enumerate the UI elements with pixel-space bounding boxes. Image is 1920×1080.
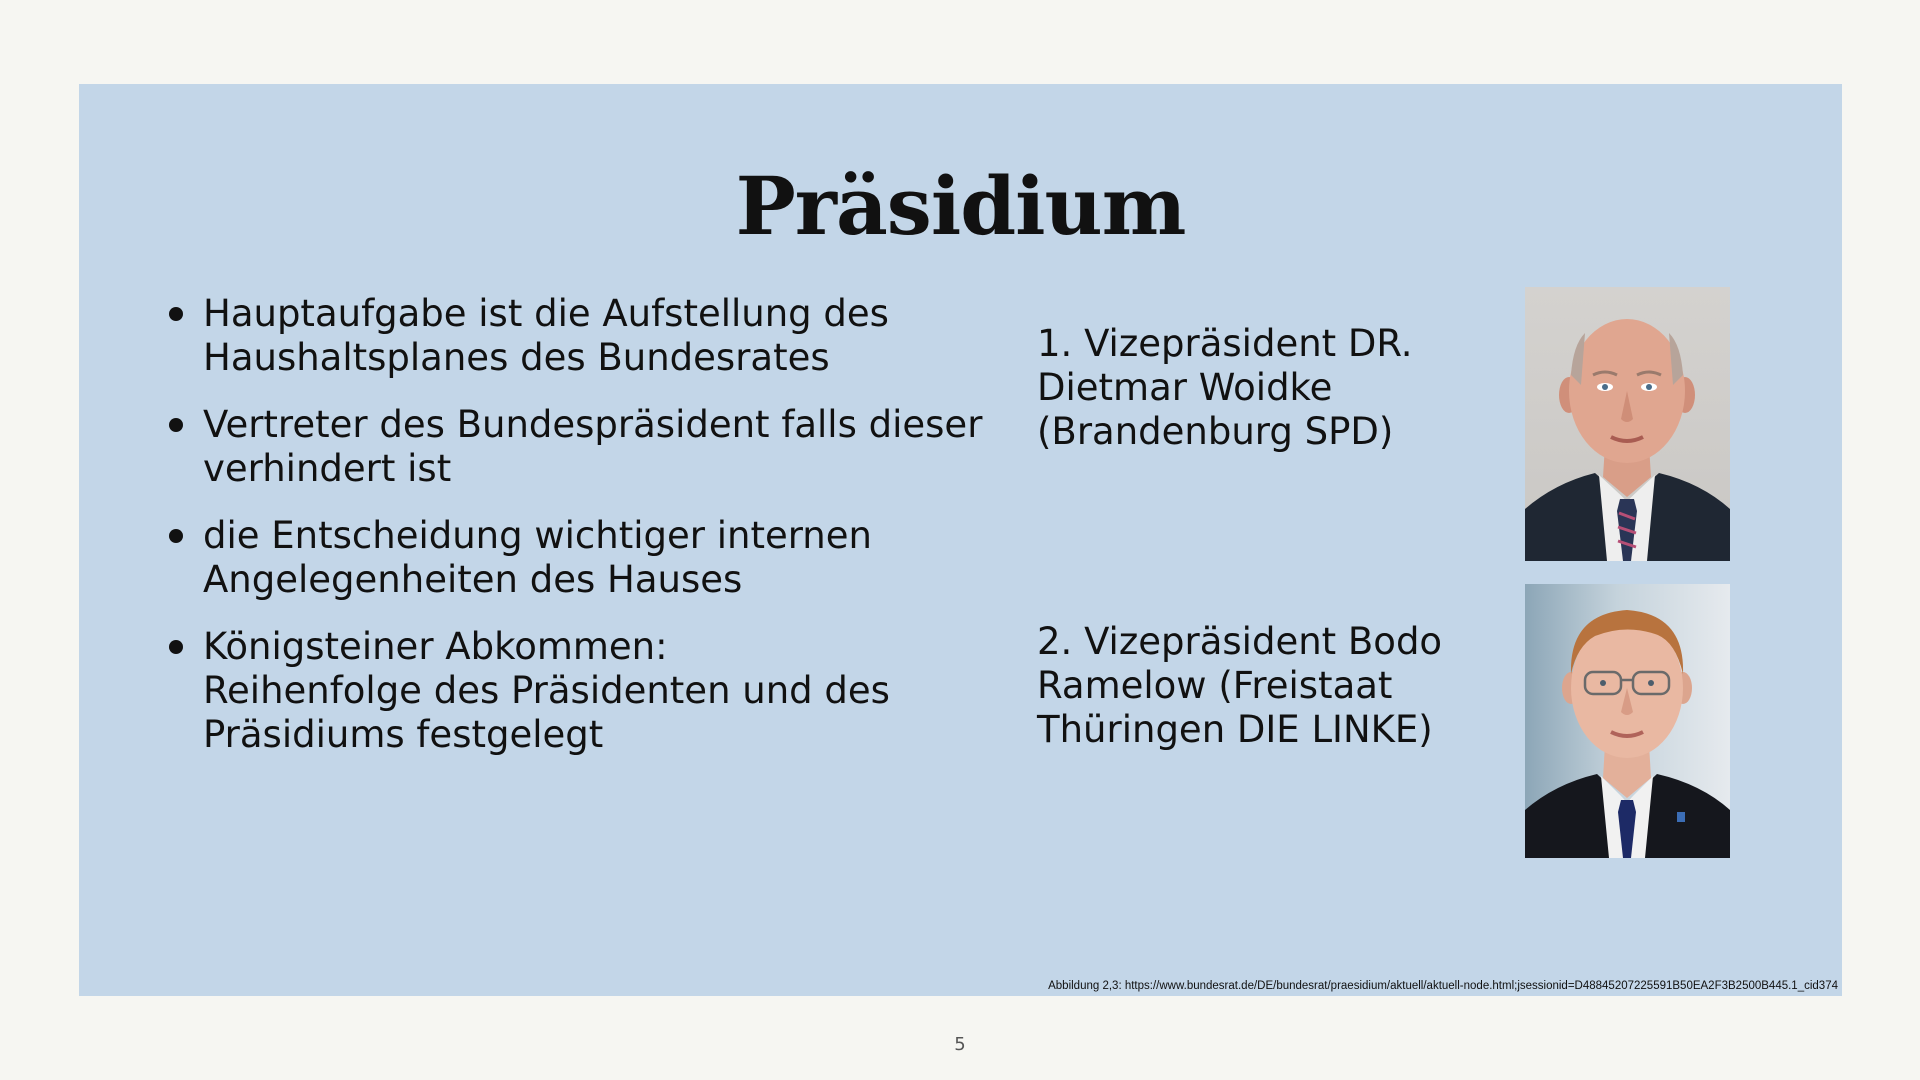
bullet-line: die Entscheidung wichtiger internen xyxy=(203,514,872,557)
page-number: 5 xyxy=(954,1034,966,1055)
bullet-dot-icon xyxy=(169,307,183,321)
vp1-line: 1. Vizepräsident DR. xyxy=(1037,322,1413,365)
vp2-line: Thüringen DIE LINKE) xyxy=(1037,708,1433,751)
bullet-dot-icon xyxy=(169,640,183,654)
bullet-line: Königsteiner Abkommen: xyxy=(203,625,668,668)
bullet-line: Vertreter des Bundespräsident falls dieser xyxy=(203,403,983,446)
bullet-line: Haushaltsplanes des Bundesrates xyxy=(203,336,830,379)
bullet-item xyxy=(167,403,1067,491)
bullet-dot-icon xyxy=(169,529,183,543)
vp1-line: Dietmar Woidke xyxy=(1037,366,1333,409)
vice-president-1-portrait xyxy=(1525,287,1730,561)
bullet-line: Angelegenheiten des Hauses xyxy=(203,558,743,601)
vice-president-1-text xyxy=(1037,322,1497,454)
vp2-line: 2. Vizepräsident Bodo xyxy=(1037,620,1443,663)
bullet-line: Präsidiums festgelegt xyxy=(203,713,604,756)
vice-president-2-text xyxy=(1037,620,1497,752)
vp2-line: Ramelow (Freistaat xyxy=(1037,664,1393,707)
bullet-line: verhindert ist xyxy=(203,447,452,490)
bullet-item xyxy=(167,625,1067,757)
image-source-caption: Abbildung 2,3: https://www.bundesrat.de/DE/bundesrat/praesidium/aktuell/aktuell-node.html;jsessionid=D4884520722559​1B50EA2F3B2500B445.1_cid374 xyxy=(1048,980,1838,992)
vice-president-2-portrait xyxy=(1525,584,1730,858)
bullet-item xyxy=(167,514,1067,602)
bullet-line: Reihenfolge des Präsidenten und des xyxy=(203,669,890,712)
portrait-1-illustration xyxy=(1525,287,1730,561)
bullet-list xyxy=(167,292,1067,780)
slide-title: Präsidium xyxy=(735,159,1186,253)
bullet-line: Hauptaufgabe ist die Aufstellung des xyxy=(203,292,889,335)
bullet-dot-icon xyxy=(169,418,183,432)
portrait-2-illustration xyxy=(1525,584,1730,858)
bullet-item xyxy=(167,292,1067,380)
vp1-line: (Brandenburg SPD) xyxy=(1037,410,1394,453)
slide xyxy=(79,84,1842,996)
